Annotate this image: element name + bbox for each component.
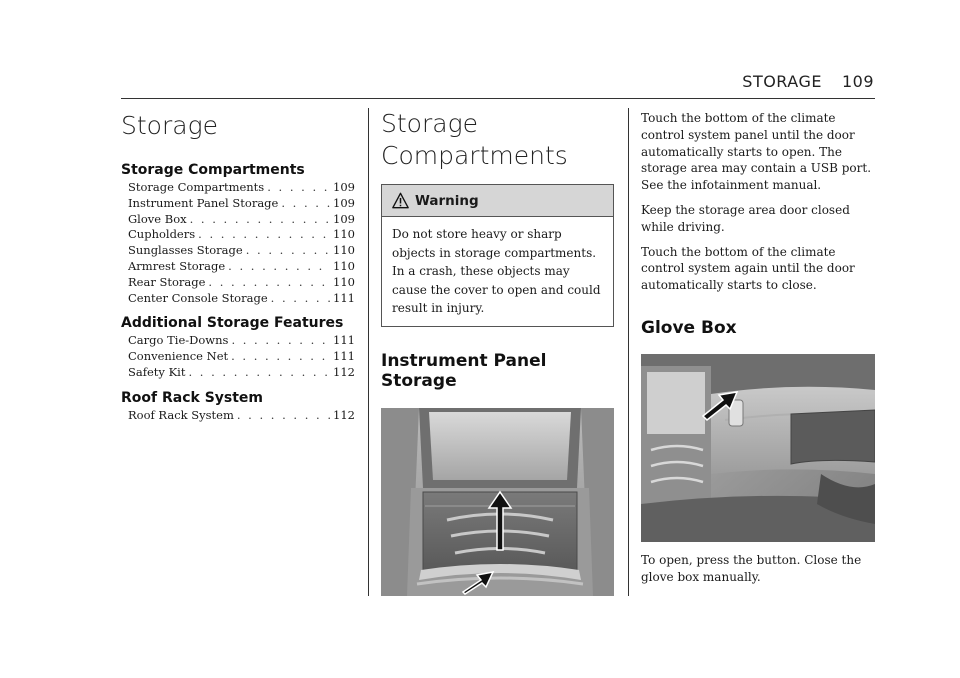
warning-header — [382, 185, 613, 217]
toc-list-roof-rack — [128, 408, 355, 424]
toc-item[interactable] — [128, 259, 355, 275]
toc-item-title: Cupholders — [128, 227, 196, 242]
toc-leader — [198, 227, 330, 243]
toc-item[interactable] — [128, 196, 355, 212]
running-header — [742, 72, 874, 91]
section-title: Storage Compartments — [381, 109, 568, 170]
toc-item[interactable] — [128, 291, 355, 307]
paragraph-open: Touch the bottom of the climate control system panel until the door automatically starts to open. The storage area may contain a USB port. See the infotainment manual. — [641, 111, 872, 193]
warning-box — [381, 184, 614, 327]
toc-item-page: 111 — [333, 349, 355, 364]
toc-item-title: Cargo Tie-Downs — [128, 333, 229, 348]
toc-heading-additional-storage: Additional Storage Features — [121, 315, 344, 332]
toc-list-storage-compartments — [128, 180, 355, 306]
toc-item-page: 112 — [333, 407, 355, 422]
toc-item[interactable] — [128, 365, 355, 381]
toc-item-title: Convenience Net — [128, 349, 229, 364]
toc-item-title: Armrest Storage — [128, 258, 226, 273]
warning-label: Warning — [415, 192, 479, 209]
instrument-panel-storage-image — [381, 408, 614, 596]
toc-leader — [231, 333, 330, 349]
toc-item[interactable] — [128, 333, 355, 349]
toc-leader — [246, 243, 330, 259]
toc-item[interactable] — [128, 227, 355, 243]
toc-leader — [228, 259, 330, 275]
toc-item[interactable] — [128, 243, 355, 259]
section-name: STORAGE — [742, 72, 822, 91]
toc-item[interactable] — [128, 408, 355, 424]
page-header — [0, 0, 960, 100]
instrument-panel-heading: Instrument Panel Storage — [381, 350, 547, 391]
toc-item-page: 109 — [333, 211, 355, 226]
toc-item-page: 111 — [333, 333, 355, 348]
toc-heading-storage-compartments: Storage Compartments — [121, 162, 305, 178]
toc-leader — [237, 408, 330, 424]
toc-list-additional-storage — [128, 333, 355, 380]
toc-item-title: Rear Storage — [128, 274, 206, 289]
glove-box-heading: Glove Box — [641, 317, 737, 338]
warning-text: Do not store heavy or sharp objects in storage compartments. In a crash, these objects may cause the cover to open and could result in injury. — [392, 227, 601, 315]
glove-box-text: To open, press the button. Close the glove box manually. — [641, 552, 862, 584]
toc-item-page: 110 — [333, 258, 355, 273]
toc-item-title: Glove Box — [128, 211, 187, 226]
warning-triangle-icon — [392, 192, 409, 209]
toc-item-page: 112 — [333, 364, 355, 379]
page-number: 109 — [841, 72, 874, 91]
toc-item-page: 111 — [333, 290, 355, 305]
column-divider-1 — [368, 108, 369, 596]
toc-item-title: Sunglasses Storage — [128, 243, 243, 258]
toc-leader — [208, 275, 330, 291]
toc-heading-roof-rack: Roof Rack System — [121, 389, 264, 406]
toc-item-page: 110 — [333, 243, 355, 258]
column-divider-2 — [628, 108, 629, 596]
chapter-title: Storage — [121, 111, 218, 140]
toc-item[interactable] — [128, 349, 355, 365]
glove-box-image — [641, 354, 875, 542]
toc-item-page: 109 — [333, 195, 355, 210]
toc-leader — [188, 365, 330, 381]
header-rule — [121, 98, 875, 99]
toc-item[interactable] — [128, 212, 355, 228]
toc-item-title: Roof Rack System — [128, 407, 234, 422]
toc-item-title: Instrument Panel Storage — [128, 195, 279, 210]
toc-item-page: 109 — [333, 180, 355, 194]
paragraph-close: Touch the bottom of the climate control system again until the door automatically starts to close. — [641, 244, 855, 293]
right-column — [641, 108, 875, 586]
toc-item-title: Safety Kit — [128, 364, 186, 379]
toc-column — [121, 108, 355, 424]
toc-leader — [231, 349, 330, 365]
toc-item-title: Center Console Storage — [128, 290, 268, 305]
toc-leader — [281, 196, 330, 212]
toc-item-page: 110 — [333, 227, 355, 242]
toc-leader — [190, 212, 330, 228]
toc-item[interactable] — [128, 180, 355, 196]
toc-leader — [267, 180, 330, 196]
toc-leader — [271, 291, 330, 307]
toc-item[interactable] — [128, 275, 355, 291]
middle-column — [381, 108, 614, 596]
paragraph-keep-closed: Keep the storage area door closed while driving. — [641, 202, 850, 234]
toc-item-page: 110 — [333, 274, 355, 289]
toc-item-title: Storage Compartments — [128, 180, 265, 194]
